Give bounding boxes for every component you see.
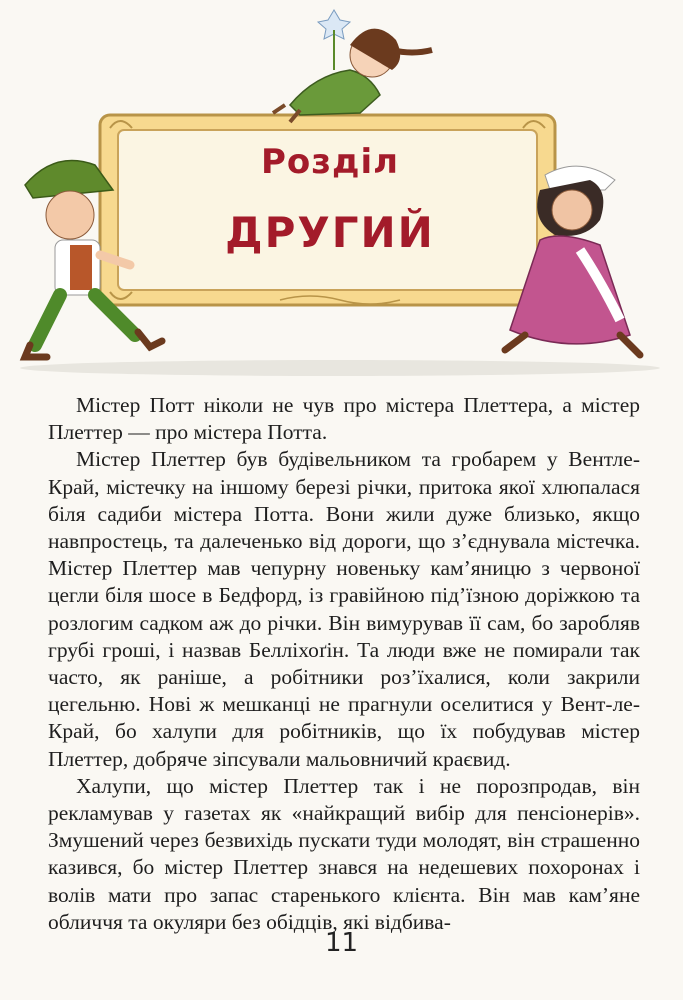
chapter-label: Розділ: [260, 142, 400, 182]
paragraph: Халупи, що містер Плеттер так і не порозпродав, він рекламував у газетах як «найкращий вибір для пенсіонерів». Змушений через безвихідь пускати туди молодят, він страшенно казився, бо містер Плеттер знався на недешевих похоронах і волів мати про запас старенького клієнта. Він мав кам’яне обличчя та окуляри без обідців, які відбива-: [48, 773, 640, 934]
flower: [318, 10, 350, 70]
chapter-header-illustration: [0, 0, 683, 390]
paragraph: Містер Плеттер був будівельником та гробарем у Вентле-Край, містечку на іншому березі річки, притока якої хлюпалася біля садиби містера Потта. Вони жили дуже близько, якщо навпростець, та далеченько від дороги, що з’єднувала містечка. Містер Плеттер мав чепурну новеньку кам’яницю з червоної цегли біля шосе в Бедфорд, із гравійною під’їзною доріжкою та розлогим садком аж до річки. Він вимурував її сам, бо заробляв грубі гроші, і назвав Белліхоґін. Та люди вже не помирали так часто, як раніше, а робітники роз’їхалися, коли закрили цегельню. Нові ж мешканці не прагнули оселитися у Вент-ле-Край, бо халупи для робітників, що їх побудував містер Плеттер, добряче зіпсували мальовничий краєвид.: [48, 447, 640, 771]
page-number: 11: [324, 928, 359, 958]
body-text: [48, 392, 640, 936]
girl-character: [273, 10, 432, 122]
chapter-title: ДРУГИЙ: [225, 208, 435, 257]
paragraph: Містер Потт ніколи не чув про містера Плеттера, а містер Плеттер — про містера Потта.: [48, 393, 640, 445]
